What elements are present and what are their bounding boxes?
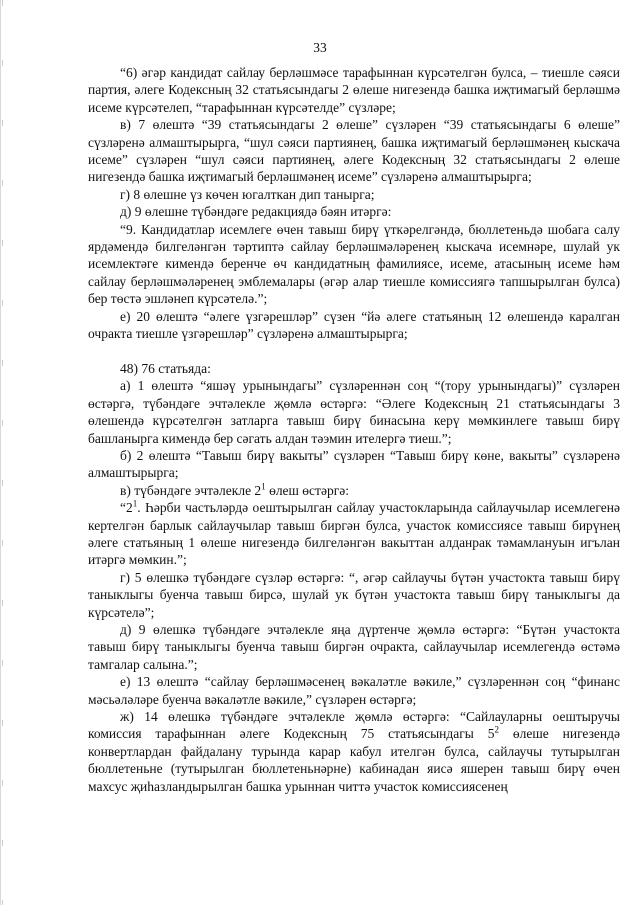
paragraph-text: . Һәрби частьләрдә оештырылган сайлау участокларында сайлаучылар исемлегенә кертелгән барлык сайлаучылар тавыш биргән булса, участок комиссиясе тавыш бирүнең әлеге статьяның 1 өлеше нигезендә билгеләнгән вакыттан алданрак тәмамлануын игълан итәргә мөмкин.”;: [88, 500, 620, 568]
paragraph-text: ж) 14 өлешкә түбәндәге эчтәлекле җөмлә өстәргә: “Сайлауларны оештыручы комиссия тарафыннан әлеге Кодексның 75 статьясындагы 5: [88, 709, 620, 742]
paragraph-text: в) түбәндәге эчтәлекле 2: [120, 482, 262, 498]
paragraph: б) 2 өлештә “Тавыш бирү вакыты” сүзләрен “Тавыш бирү көне, вакыты” сүзләренә алмаштырырга;: [88, 447, 620, 481]
page-edge-marks: [2, 0, 3, 905]
page-edge: [0, 0, 1, 905]
superscript: 2: [494, 724, 499, 735]
paragraph-text: өлеш өстәргә:: [265, 482, 349, 498]
paragraph: 48) 76 статьяда:: [120, 360, 211, 376]
paragraph: а) 1 өлештә “яшәү урынындагы” сүзләреннән соң “(тору урынындагы)” сүзләрен өстәргә, түбәндәге эчтәлекле җөмлә өстәргә: “Әлеге Кодексның 21 статьясындагы 3 өлешендә күрсәтелгән затларга тавыш бирү бинасына керү мөмкинлеге тавыш бирү башланырга кимендә бер сәгать алдан тәэмин ителергә тиеш.”;: [88, 378, 620, 446]
paragraph: е) 13 өлештә “сайлау берләшмәсенең вәкаләтле вәкиле,” сүзләреннән соң “финанс мәсьәләләре буенча вәкаләтле вәкиле,” сүзләрен өстәргә;: [88, 674, 620, 707]
paragraph: [88, 482, 620, 499]
paragraph: д) 9 өлешкә түбәндәге эчтәлекле яңа дүртенче җөмлә өстәргә: “Бүтән участокта тавыш бирү таныклыгы буенча тавыш биргән очракта, сайлаучылар исемлегендә өстәмә тамгалар салына.”;: [88, 621, 620, 672]
paragraph-text: “2: [120, 500, 133, 516]
paragraph: “9. Кандидатлар исемлеге өчен тавыш бирү үткәрелгәндә, бюллетеньдә шобага салу ярдәмендә билгеләнгән тәртиптә сайлау берләшмәләренең кыскача исемнәре, шулай ук исемлектәге кимендә беренче өч кандидатның фамилиясе, исеме, атасының исеме һәм сайлау берләшмәләренең эмблемалары (әгәр алар тиешле комиссиягә тапшырылган булса) бер төстә эшләнеп күрсәтелә.”;: [88, 221, 620, 307]
paragraph: в) 7 өлештә “39 статьясындагы 2 өлеше” сүзләрен “39 статьясындагы 6 өлеше” сүзләренә алмаштырырга, “шул сәяси партиянең, башка иҗтимагый берләшмәнең кыскача исеме” сүзләрен “шул сәяси партиянең, әлеге Кодексның 32 статьясындагы 2 өлеше нигезендә башка иҗтимагый берләшмәнең исеме” сүзләренә алмаштырырга;: [88, 117, 620, 185]
paragraph: [88, 499, 620, 569]
paragraph: е) 20 өлештә “әлеге үзгәрешләр” сүзен “йә әлеге статьяның 12 өлешендә каралган очракта тиешле үзгәрешләр” сүзләренә алмаштырырга;: [88, 308, 620, 342]
paragraph: г) 8 өлешне үз көчен югалткан дип танырга;: [120, 186, 375, 202]
superscript: 1: [132, 498, 138, 509]
paragraph: д) 9 өлешне түбәндәге редакциядә бәян итәргә:: [120, 204, 392, 220]
paragraph: [88, 708, 620, 795]
document-body: [88, 64, 620, 795]
paragraph: “6) әгәр кандидат сайлау берләшмәсе тарафыннан күрсәтелгән булса, – тиешле сәяси партия, әлеге Кодексның 32 статьясындагы 2 өлеше нигезендә башка иҗтимагый берләшмә исеме күрсәтелеп, “тарафыннан күрсәтелде” сүзләре;: [88, 65, 620, 115]
superscript: 1: [261, 481, 266, 492]
paragraph-text: өлеше нигезендә конвертлардан файдалану турында карар кабул ителгән булса, сайлаучы тутырылган бюллетеньне (тутырылган бюллетеньнәрне) кабинадан яисә яшерен тавыш бирү өчен махсус җиһазландырылган башка урыннан читтә участок комиссиясенең: [88, 726, 620, 794]
paragraph: г) 5 өлешкә түбәндәге сүзләр өстәргә: “, әгәр сайлаучы бүтән участокта тавыш бирү таныклыгы буенча тавыш бирсә, шулай ук бүтән участокта тавыш бирү таныклыгы да күрсәтелә”;: [88, 569, 620, 620]
page-number: 33: [313, 40, 327, 55]
